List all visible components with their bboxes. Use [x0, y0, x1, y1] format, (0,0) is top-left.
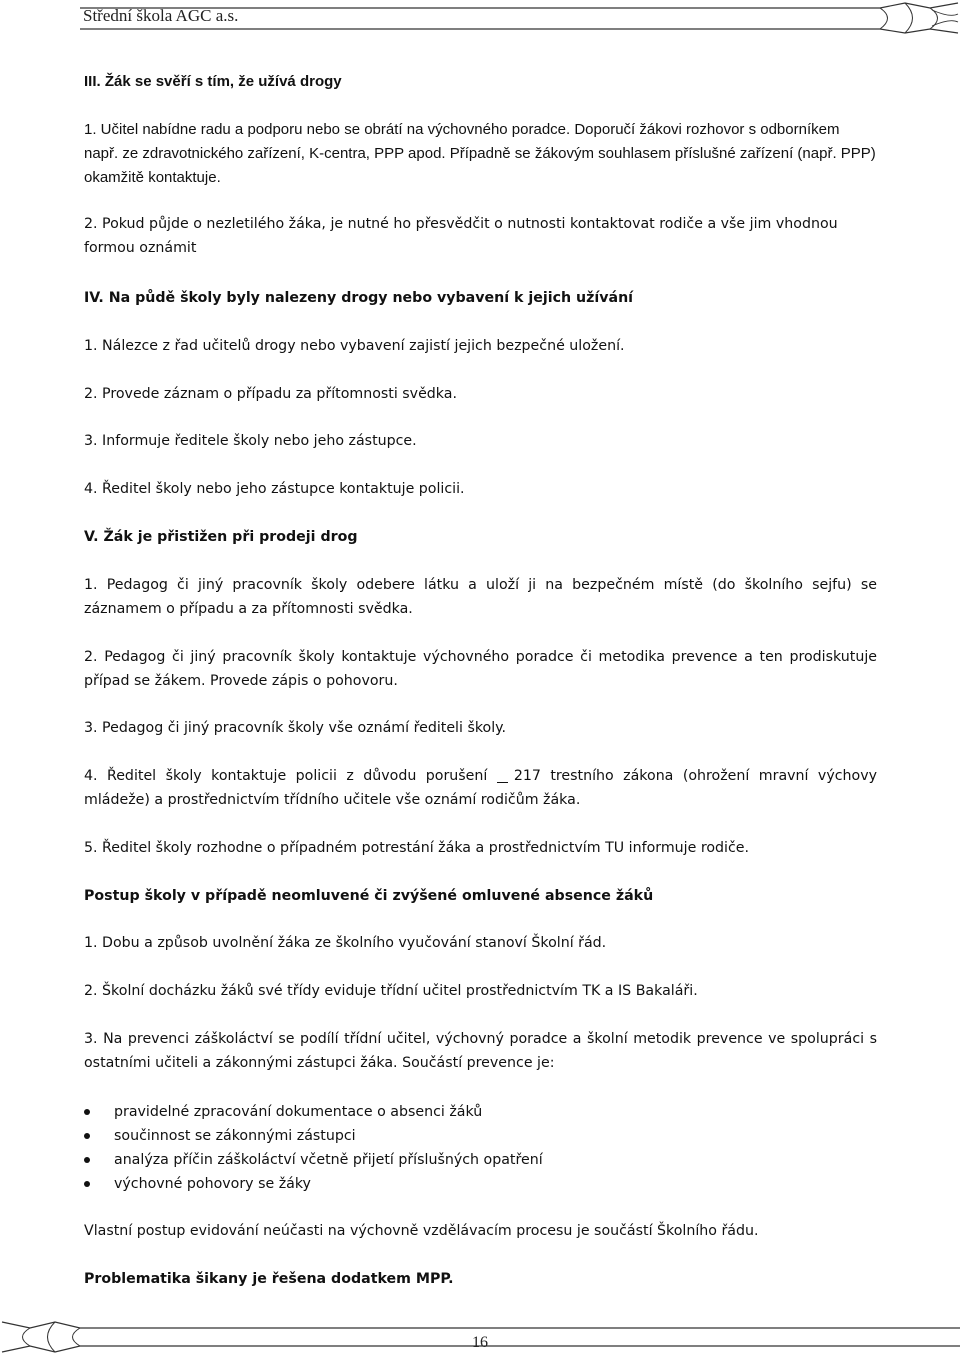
absence-item-2: 2. Školní docházku žáků své třídy eviduje třídní učitel prostřednictvím TK a IS Bakaláři.: [84, 983, 698, 999]
bullet-icon: [84, 1109, 90, 1115]
section-iv-item-4: 4. Ředitel školy nebo jeho zástupce kontaktuje policii.: [84, 481, 465, 497]
list-item-text: součinnost se zákonnými zástupci: [114, 1128, 356, 1144]
section-heading-v: V. Žák je přistižen při prodeji drog: [84, 529, 358, 545]
list-item: [114, 1100, 482, 1124]
section-v-item-1: 1. Pedagog či jiný pracovník školy odebere látku a uloží ji na bezpečném místě (do školního sejfu) se záznamem o případu a za přítomnosti svědka.: [84, 577, 877, 617]
section-v-item-4-end: 217 trestního zákona (ohrožení mravní výchovy mládeže) a prostřednictvím třídního učitele vše oznámí rodičům žáka.: [84, 768, 877, 808]
bullet-icon: [84, 1181, 90, 1187]
list-item: [114, 1172, 311, 1196]
school-name: Střední škola AGC a.s.: [83, 6, 239, 25]
list-item: [114, 1124, 356, 1148]
page-number: 16: [472, 1334, 488, 1351]
section-heading-iv: IV. Na půdě školy byly nalezeny drogy nebo vybavení k jejich užívání: [84, 290, 634, 306]
list-item: [114, 1148, 543, 1172]
section-iv-item-3: 3. Informuje ředitele školy nebo jeho zástupce.: [84, 433, 417, 449]
section-iv-item-2: 2. Provede záznam o případu za přítomnosti svědka.: [84, 386, 457, 402]
list-item-text: výchovné pohovory se žáky: [114, 1176, 311, 1192]
section-iv-item-1: 1. Nálezce z řad učitelů drogy nebo vybavení zajistí jejich bezpečné uložení.: [84, 338, 625, 354]
bullet-icon: [84, 1157, 90, 1163]
section-v-item-2: 2. Pedagog či jiný pracovník školy kontaktuje výchovného poradce či metodika prevence a ten prodiskutuje případ se žákem. Provede zápis o pohovoru.: [84, 649, 877, 689]
section-iii-item-1: 1. Učitel nabídne radu a podporu nebo se obrátí na výchovného poradce. Doporučí žákovi rozhovor s odborníkem např. ze zdravotnického zařízení, K-centra, PPP apod. Případně se žákovým souhlasem příslušné zařízení (např. PPP) okamžitě kontaktuje.: [84, 121, 876, 186]
absence-item-3: 3. Na prevenci záškoláctví se podílí třídní učitel, výchovný poradce a školní metodik prevence ve spolupráci s ostatními učiteli a zákonnými zástupci žáka. Součástí prevence je:: [84, 1031, 877, 1071]
list-item-text: pravidelné zpracování dokumentace o absenci žáků: [114, 1104, 483, 1120]
section-iii-item-2: 2. Pokud půjde o nezletilého žáka, je nutné ho přesvědčit o nutnosti kontaktovat rodiče a vše jim vhodnou formou oznámit: [84, 216, 838, 256]
section-heading-iii: III. Žák se svěří s tím, že užívá drogy: [84, 73, 342, 90]
section-v-item-5: 5. Ředitel školy rozhodne o případném potrestání žáka a prostřednictvím TU informuje rodiče.: [84, 840, 750, 856]
list-item-text: analýza příčin záškoláctví včetně přijetí příslušných opatření: [114, 1152, 543, 1168]
paragraph-sign-icon: [497, 768, 508, 783]
absence-closing: Vlastní postup evidování neúčasti na výchovně vzdělávacím procesu je součástí Školního řádu.: [84, 1223, 759, 1239]
section-v-item-4: [84, 764, 877, 812]
section-v-item-4-start: 4. Ředitel školy kontaktuje policii z důvodu porušení: [84, 768, 488, 784]
section-v-item-3: 3. Pedagog či jiný pracovník školy vše oznámí řediteli školy.: [84, 720, 507, 736]
bullet-icon: [84, 1133, 90, 1139]
section-heading-absence: Postup školy v případě neomluvené či zvýšené omluvené absence žáků: [84, 888, 654, 904]
final-note: Problematika šikany je řešena dodatkem MPP.: [84, 1271, 454, 1287]
absence-item-1: 1. Dobu a způsob uvolnění žáka ze školního vyučování stanoví Školní řád.: [84, 935, 607, 951]
page-header: [0, 0, 960, 36]
